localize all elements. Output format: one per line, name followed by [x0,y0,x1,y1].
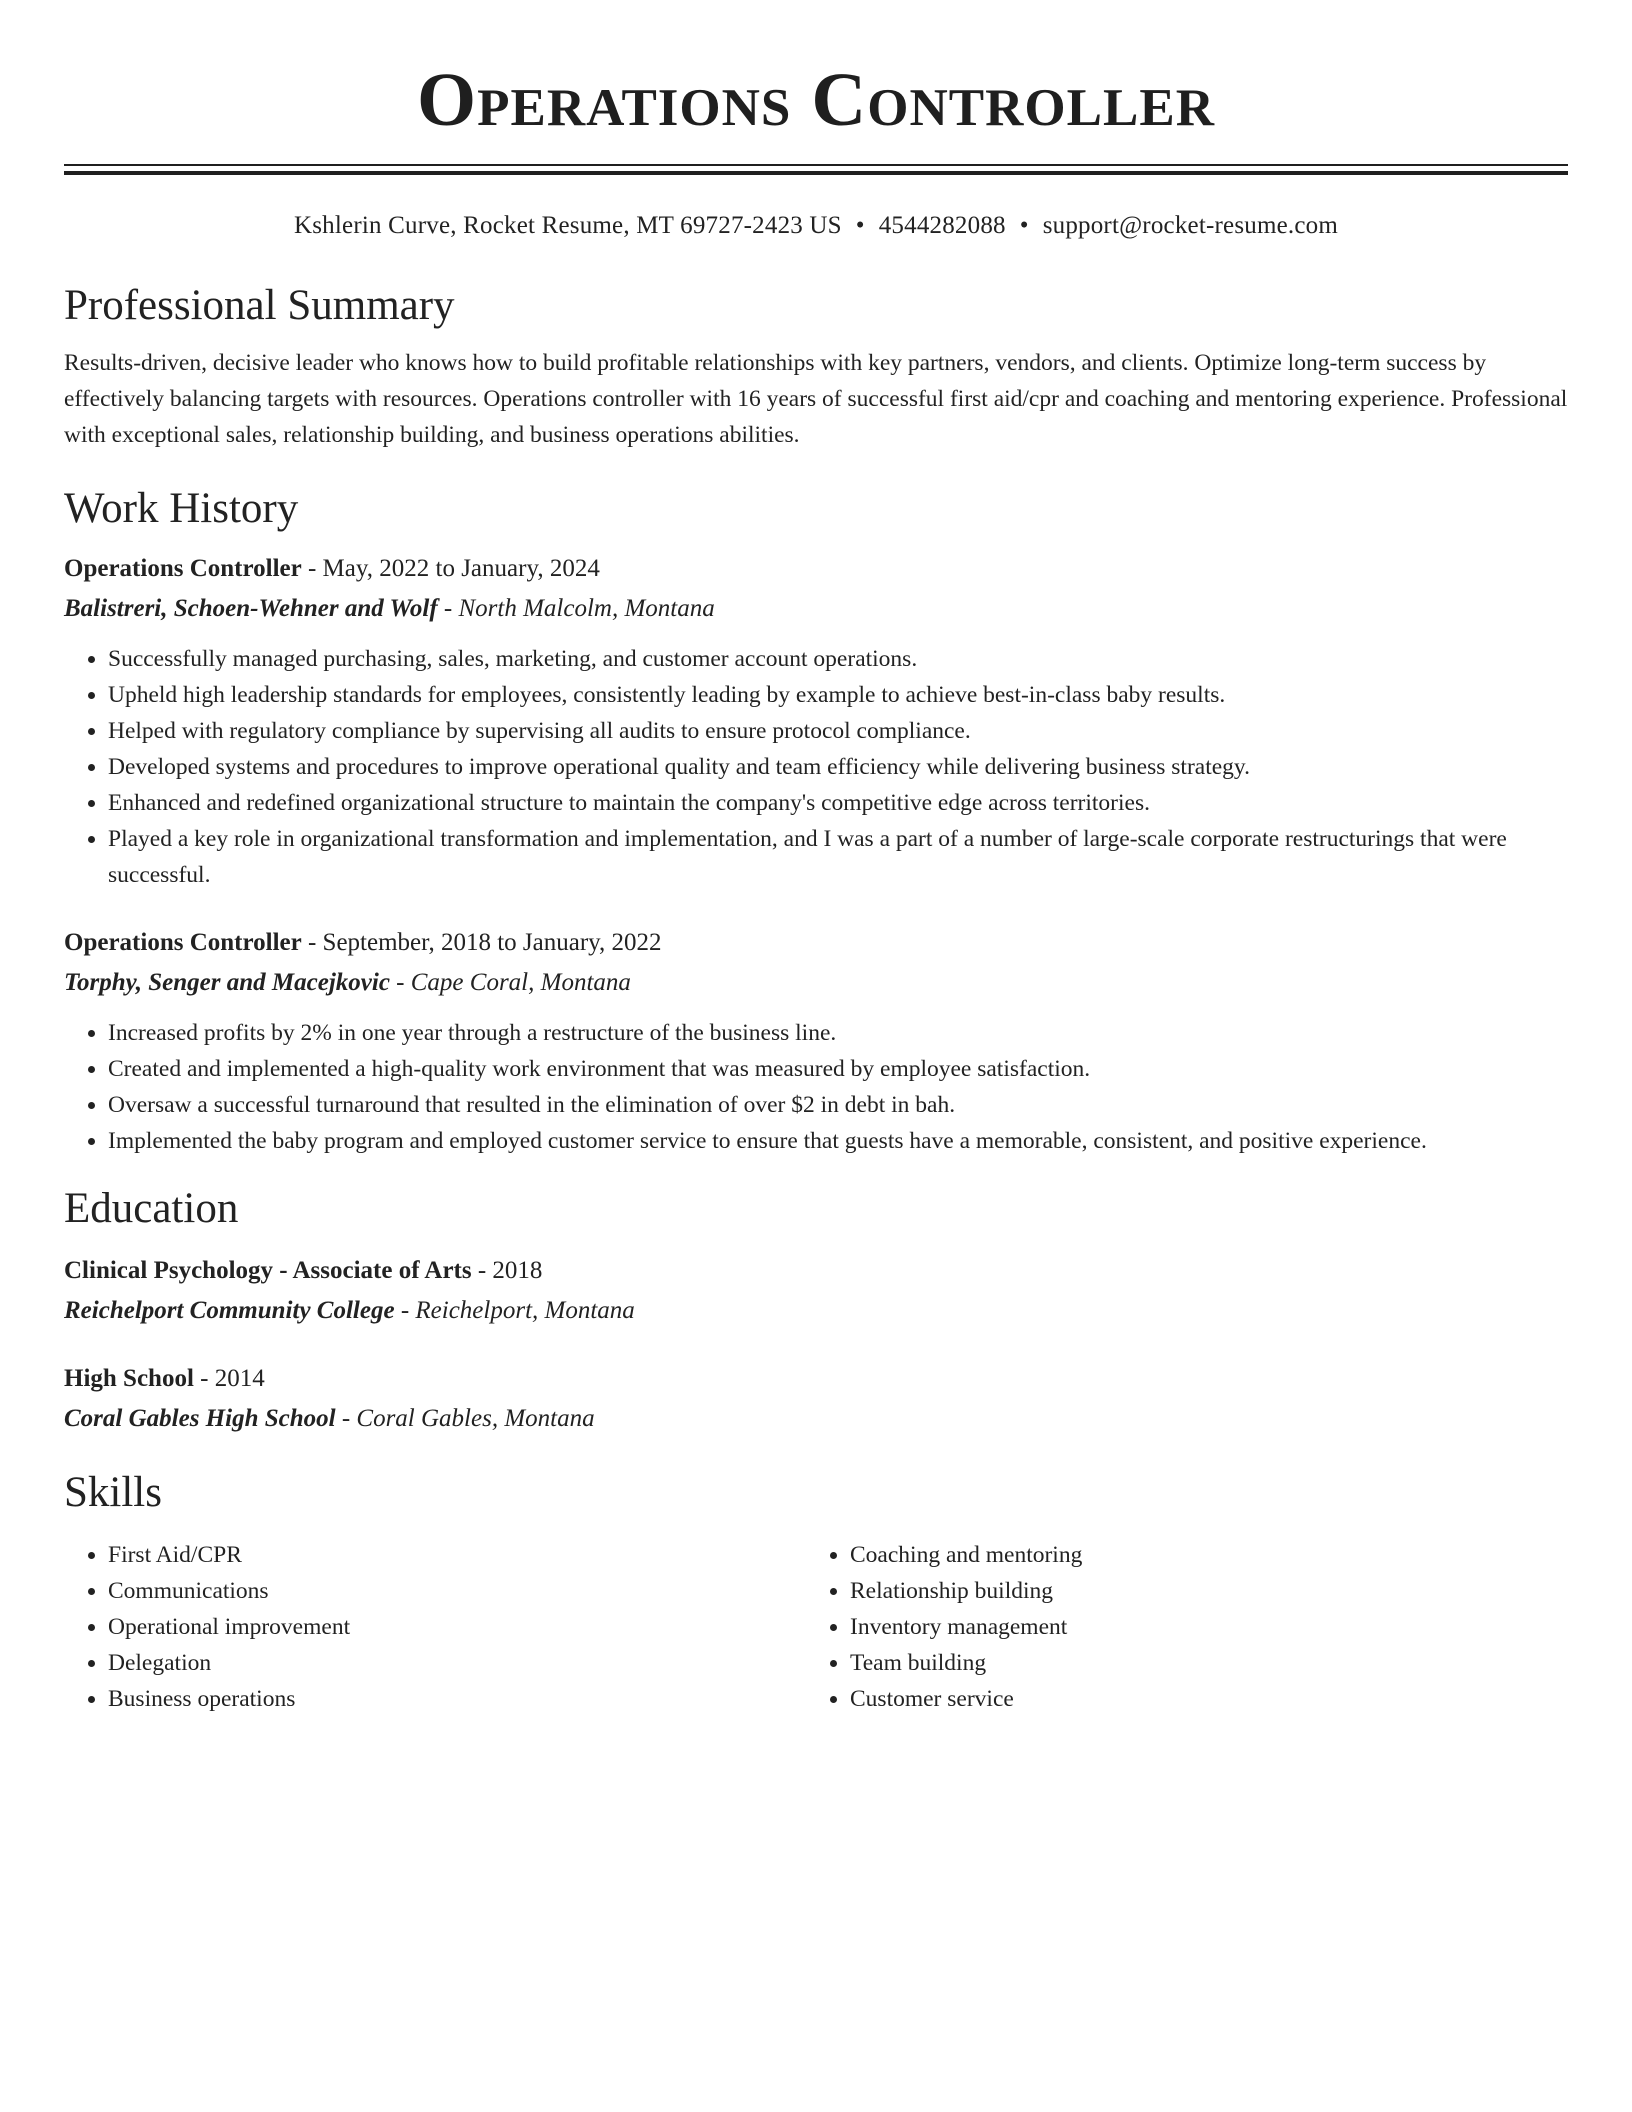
education-year: - 2018 [471,1257,543,1284]
title-divider [64,164,1568,175]
job-title: Operations Controller [64,555,302,582]
summary-heading: Professional Summary [64,282,455,329]
skill-item: • Delegation [108,1645,806,1681]
work-history-heading: Work History [64,485,299,532]
job-company-line [64,965,1568,1001]
job-bullet-list [64,641,1568,893]
education-entry [64,1253,1568,1329]
job-bullet: • Oversaw a successful turnaround that resulted in the elimination of over $2 in debt in bah. [108,1087,1568,1123]
contact-email: support@rocket-resume.com [1042,212,1338,239]
skill-item: • Inventory management [850,1609,1548,1645]
skill-item: • Business operations [108,1681,806,1717]
education-degree: High School [64,1365,194,1392]
skill-item: • Coaching and mentoring [850,1537,1548,1573]
job-bullet-list [64,1015,1568,1159]
education-school: Reichelport Community College [64,1297,395,1324]
skill-item: • Relationship building [850,1573,1548,1609]
summary-text: Results-driven, decisive leader who knows how to build profitable relationships with key partners, vendors, and clients. Optimize long-term success by effectively balancing targets with resources. Operations controller with 16 years of successful first aid/cpr and coaching and mentoring experience. Professional with exceptional sales, relationship building, and business operations abilities. [64,350,1568,448]
job-bullet: • Developed systems and procedures to improve operational quality and team efficiency while delivering business strategy. [108,749,1568,785]
skills-heading: Skills [64,1469,162,1516]
education-heading: Education [64,1185,239,1232]
education-degree-line [64,1253,1568,1289]
skill-item: • First Aid/CPR [108,1537,806,1573]
job-dates: - May, 2022 to January, 2024 [301,555,600,582]
skill-item: • Communications [108,1573,806,1609]
job-bullet: • Enhanced and redefined organizational structure to maintain the company's competitive edge across territories. [108,785,1568,821]
job-company-line [64,591,1568,627]
skill-item: • Operational improvement [108,1609,806,1645]
job-bullet: • Upheld high leadership standards for employees, consistently leading by example to achieve best-in-class baby results. [108,677,1568,713]
job-company: Torphy, Senger and Macejkovic [64,969,390,996]
contact-address: Kshlerin Curve, Rocket Resume, MT 69727-2423 US [294,212,842,239]
education-school: Coral Gables High School [64,1405,336,1432]
divider-thick-line [64,171,1568,175]
job-bullet: • Increased profits by 2% in one year through a restructure of the business line. [108,1015,1568,1051]
job-bullet: • Successfully managed purchasing, sales, marketing, and customer account operations. [108,641,1568,677]
job-dates: - September, 2018 to January, 2022 [301,929,662,956]
education-school-line [64,1293,1568,1329]
skills-columns [64,1537,1568,1717]
job-bullet: • Created and implemented a high-quality work environment that was measured by employee satisfaction. [108,1051,1568,1087]
contact-separator: • [1019,212,1029,239]
education-year: - 2014 [193,1365,265,1392]
skill-item: • Team building [850,1645,1548,1681]
resume-title: Operations Controller [417,58,1215,142]
contact-phone: 4544282088 [878,212,1006,239]
education-entry [64,1361,1568,1437]
job-company: Balistreri, Schoen-Wehner and Wolf [64,595,438,622]
education-school-line [64,1401,1568,1437]
contact-separator: • [855,212,865,239]
job-title-line [64,925,1568,961]
skills-list-left [64,1537,806,1717]
job-title: Operations Controller [64,929,302,956]
education-location: - Coral Gables, Montana [335,1405,595,1432]
skills-list-right [806,1537,1548,1717]
job-bullet: • Helped with regulatory compliance by supervising all audits to ensure protocol compliance. [108,713,1568,749]
job-title-line [64,551,1568,587]
job-location: - North Malcolm, Montana [437,595,715,622]
job-entry [64,925,1568,1159]
job-entry [64,551,1568,893]
job-bullet: • Implemented the baby program and employed customer service to ensure that guests have a memorable, consistent, and positive experience. [108,1123,1568,1159]
education-degree-line [64,1361,1568,1397]
skill-item: • Customer service [850,1681,1548,1717]
contact-line [64,210,1568,242]
job-location: - Cape Coral, Montana [389,969,631,996]
education-location: - Reichelport, Montana [394,1297,635,1324]
education-degree: Clinical Psychology - Associate of Arts [64,1257,472,1284]
job-bullet: • Played a key role in organizational transformation and implementation, and I was a part of a number of large-scale corporate restructurings that were successful. [108,821,1568,893]
